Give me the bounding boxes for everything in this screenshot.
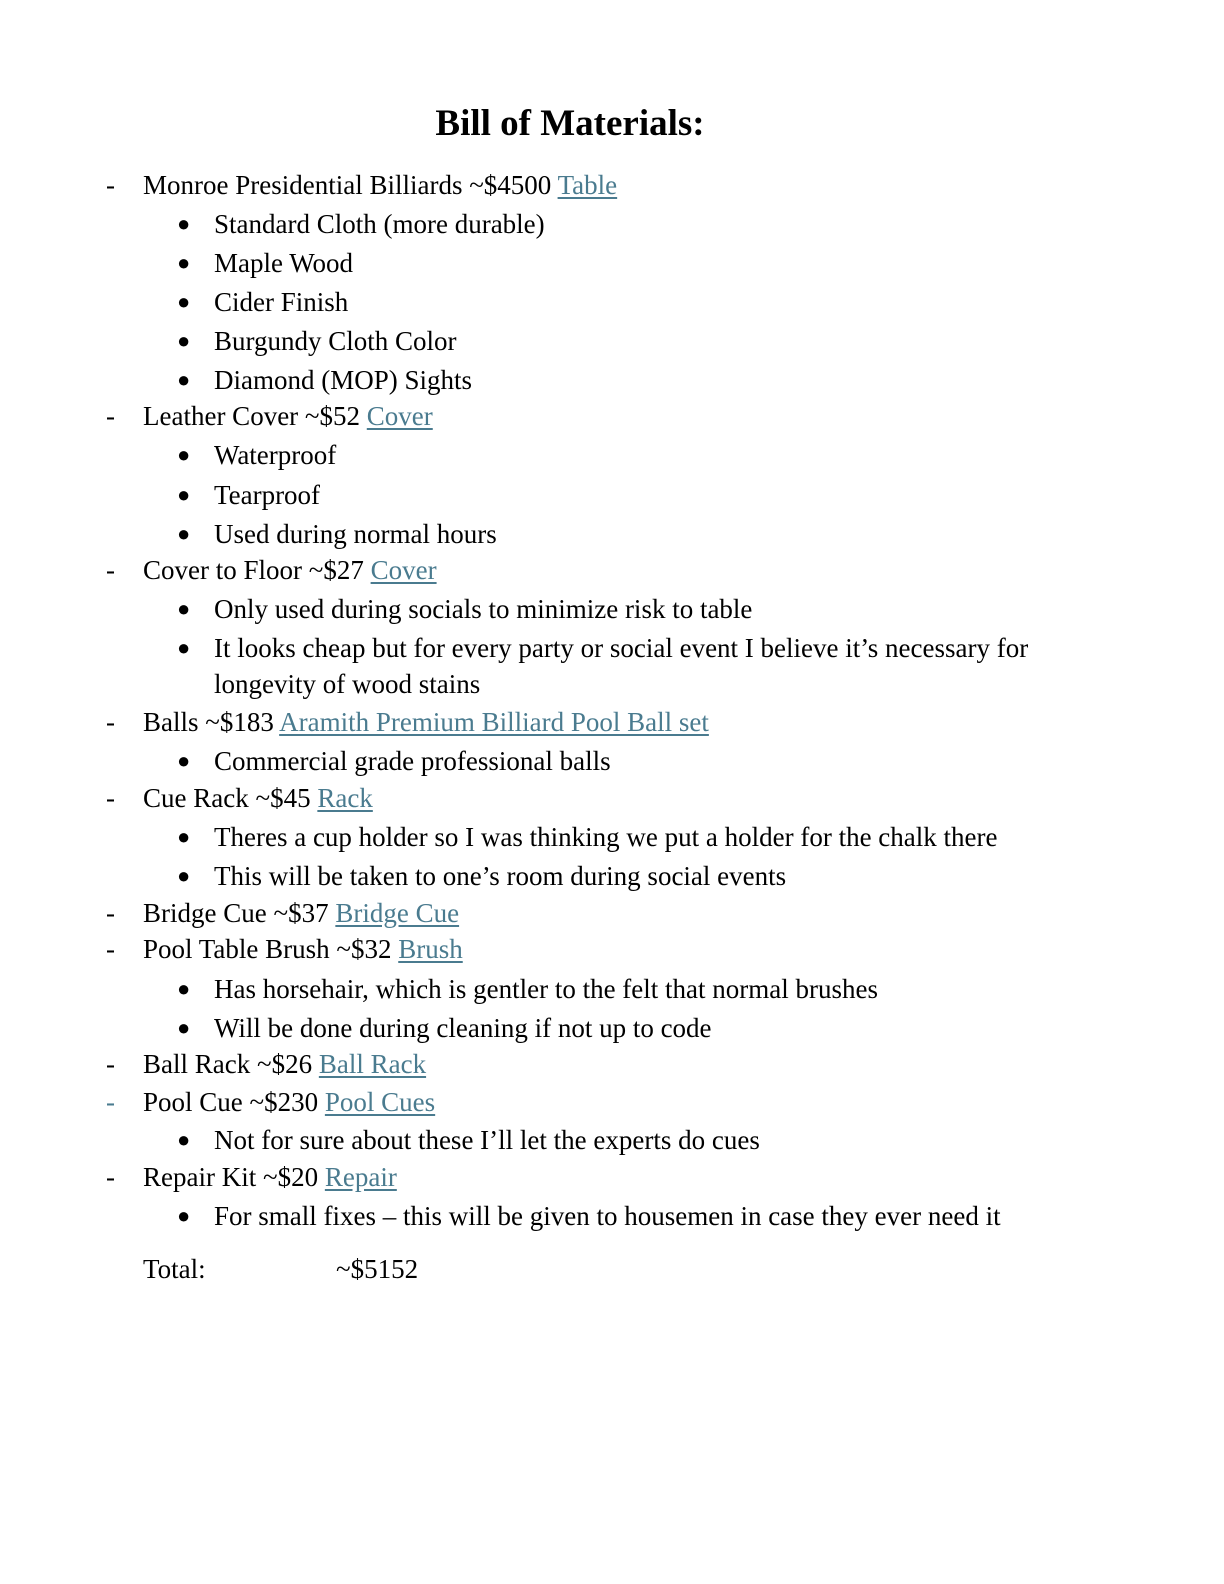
dash-marker: -	[106, 170, 115, 200]
dash-marker: -	[106, 934, 115, 964]
item-name: Leather Cover	[143, 401, 299, 431]
item-link[interactable]: Ball Rack	[318, 1049, 427, 1079]
item-price: ~$45	[255, 783, 311, 813]
item-price: ~$183	[205, 707, 274, 737]
item-note: Diamond (MOP) Sights	[214, 365, 473, 395]
bullet-icon: ●	[177, 1127, 191, 1152]
dash-marker: -	[106, 707, 115, 737]
item-note: Theres a cup holder so I was thinking we put a holder for the chalk there	[214, 822, 998, 852]
bullet-icon: ●	[177, 596, 191, 621]
item-price: ~$37	[273, 898, 329, 928]
item-price: ~$27	[308, 555, 364, 585]
item-name: Ball Rack	[143, 1049, 251, 1079]
bullet-icon: ●	[177, 635, 191, 660]
dash-marker: -	[106, 1049, 115, 1079]
bullet-icon: ●	[177, 976, 191, 1001]
dash-marker: -	[106, 898, 115, 928]
item-note: Cider Finish	[214, 287, 349, 317]
item-name: Pool Cue	[143, 1087, 243, 1117]
item-price: ~$20	[262, 1162, 319, 1192]
bullet-icon: ●	[177, 482, 191, 507]
total-value: ~$5152	[336, 1254, 419, 1284]
bullet-icon: ●	[177, 748, 191, 773]
bullet-icon: ●	[177, 521, 191, 546]
dash-marker: -	[106, 783, 115, 813]
item-name: Pool Table Brush	[143, 934, 330, 964]
item-name: Cover to Floor	[143, 555, 302, 585]
bullet-icon: ●	[177, 824, 191, 849]
item-note: Maple Wood	[214, 248, 354, 278]
bullet-icon: ●	[177, 1203, 191, 1228]
dash-marker: -	[106, 401, 115, 431]
dash-marker: -	[106, 1162, 115, 1192]
item-link[interactable]: Cover	[366, 401, 433, 431]
bullet-icon: ●	[177, 442, 191, 467]
item-link[interactable]: Table	[557, 170, 618, 200]
item-note: Will be done during cleaning if not up to code	[214, 1013, 712, 1043]
item-link[interactable]: Bridge Cue	[335, 898, 460, 928]
bullet-icon: ●	[177, 1015, 191, 1040]
item-name: Bridge Cue	[143, 898, 267, 928]
item-note: Tearproof	[214, 480, 321, 510]
item-note: Burgundy Cloth Color	[214, 326, 457, 356]
item-link[interactable]: Aramith Premium Billiard Pool Ball set	[279, 707, 709, 737]
item-note: It looks cheap but for every party or social event I believe it’s necessary for longevity of wood stains	[214, 633, 1029, 699]
item-price: ~$26	[256, 1049, 313, 1079]
item-note: Standard Cloth (more durable)	[214, 209, 545, 239]
item-price: ~$4500	[469, 170, 552, 200]
item-name: Repair Kit	[143, 1162, 257, 1192]
dash-marker: -	[106, 1087, 115, 1117]
item-link[interactable]: Cover	[370, 555, 437, 585]
bullet-icon: ●	[177, 367, 191, 392]
item-note: Commercial grade professional balls	[214, 746, 611, 776]
bullet-icon: ●	[177, 289, 191, 314]
bullet-icon: ●	[177, 328, 191, 353]
item-price: ~$52	[304, 401, 361, 431]
item-note: This will be taken to one’s room during social events	[214, 861, 787, 891]
item-name: Balls	[143, 707, 199, 737]
item-link[interactable]: Repair	[324, 1162, 397, 1192]
item-note: Waterproof	[214, 440, 337, 470]
item-note: Used during normal hours	[214, 519, 497, 549]
bullet-icon: ●	[177, 211, 191, 236]
item-name: Monroe Presidential Billiards	[143, 170, 463, 200]
item-note: Has horsehair, which is gentler to the felt that normal brushes	[214, 974, 878, 1004]
item-link[interactable]: Pool Cues	[324, 1087, 436, 1117]
item-price: ~$230	[249, 1087, 319, 1117]
item-note: Not for sure about these I’ll let the experts do cues	[214, 1125, 760, 1155]
bullet-icon: ●	[177, 863, 191, 888]
item-note: For small fixes – this will be given to housemen in case they ever need it	[214, 1201, 1001, 1231]
bullet-icon: ●	[177, 250, 191, 275]
item-link[interactable]: Brush	[398, 934, 463, 964]
total-label: Total:	[143, 1254, 206, 1284]
item-link[interactable]: Rack	[317, 783, 373, 813]
item-name: Cue Rack	[143, 783, 249, 813]
page-title: Bill of Materials:	[435, 103, 705, 144]
item-note: Only used during socials to minimize risk to table	[214, 594, 753, 624]
dash-marker: -	[106, 555, 115, 585]
item-price: ~$32	[336, 934, 392, 964]
